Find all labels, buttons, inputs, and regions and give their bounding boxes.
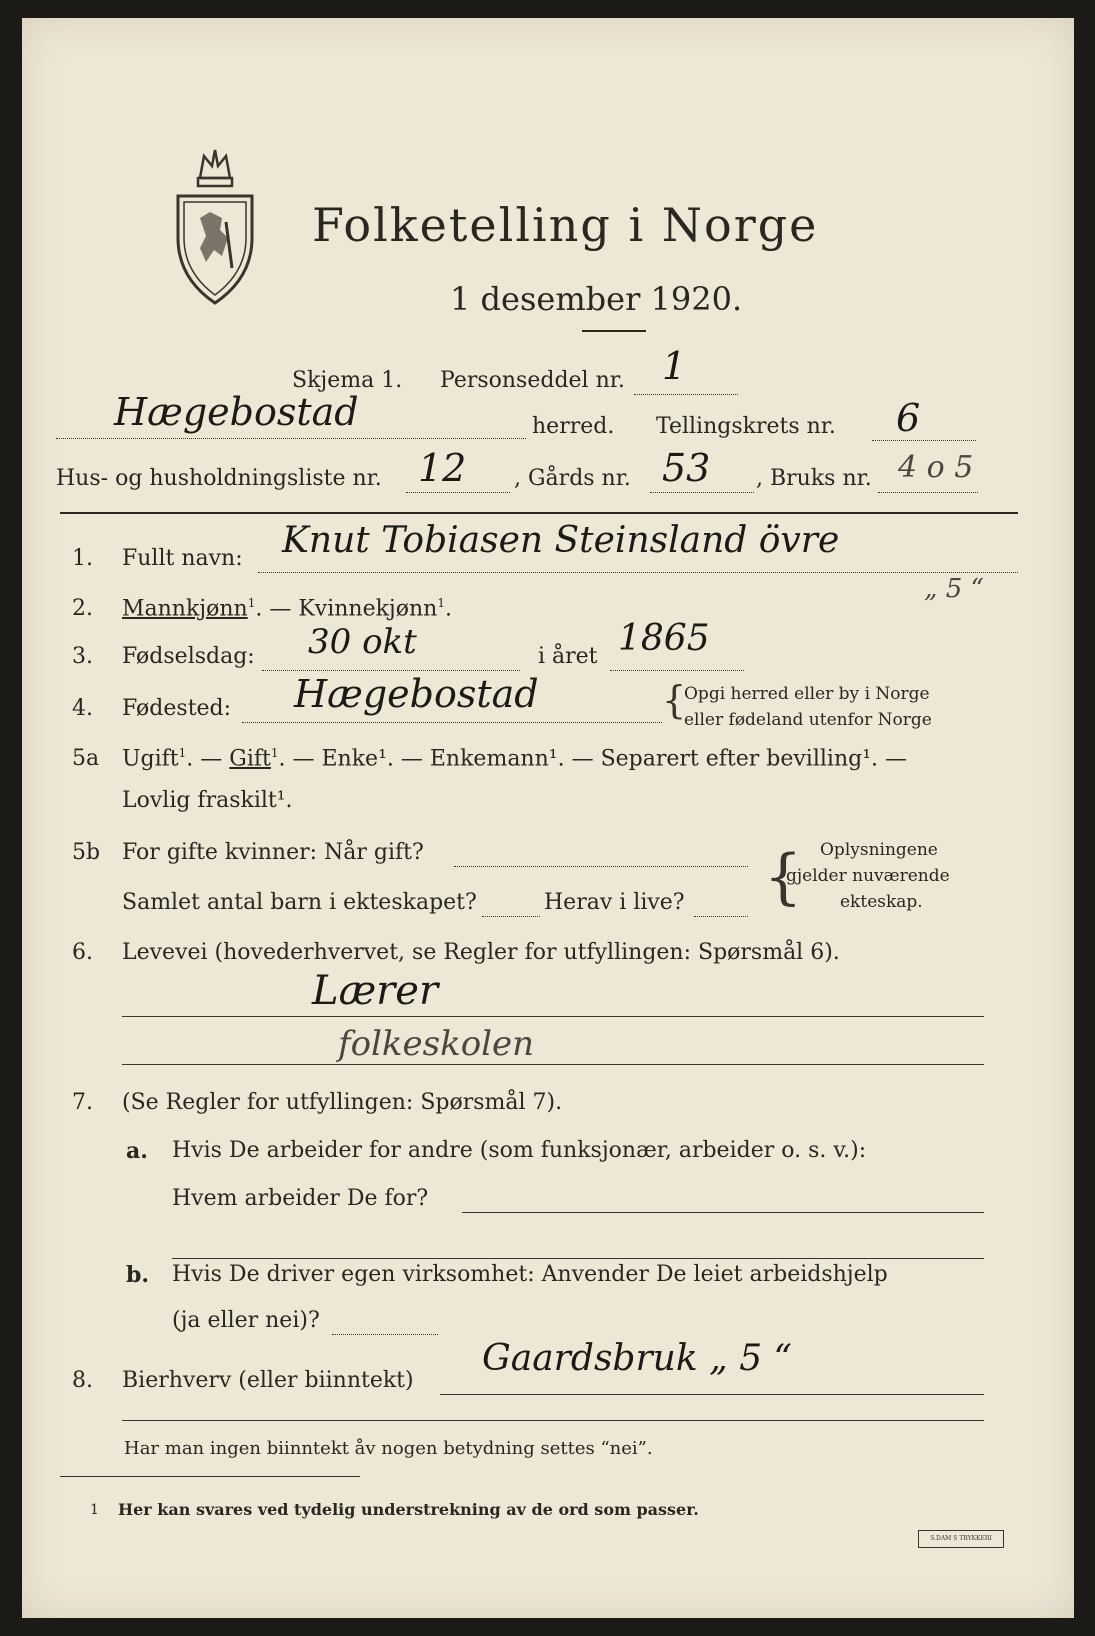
q5a-number: 5a bbox=[72, 746, 100, 771]
children-total-line[interactable] bbox=[482, 916, 540, 917]
husliste-line bbox=[406, 492, 510, 493]
marriage-note-line1: Oplysningene bbox=[820, 840, 938, 860]
census-form-sheet bbox=[22, 18, 1074, 1618]
title-divider bbox=[582, 330, 646, 332]
birthplace-value[interactable]: Hægebostad bbox=[294, 672, 539, 716]
gards-label: , Gårds nr. bbox=[514, 466, 631, 491]
side-income-line2 bbox=[122, 1420, 984, 1421]
q7b-letter: b. bbox=[126, 1262, 150, 1288]
gender-options bbox=[122, 596, 452, 621]
coat-of-arms-icon bbox=[170, 138, 260, 308]
marital-ugift-option[interactable]: Ugift bbox=[122, 746, 179, 772]
personseddel-label: Personseddel nr. bbox=[440, 368, 625, 393]
marriage-note-line3: ekteskap. bbox=[840, 892, 923, 912]
header-divider bbox=[60, 512, 1018, 514]
occupation-value2[interactable]: folkeskolen bbox=[338, 1024, 535, 1064]
birth-year-value[interactable]: 1865 bbox=[618, 618, 710, 659]
gender-female-footnote-mark: 1 bbox=[437, 596, 445, 610]
q1-number: 1. bbox=[72, 546, 93, 571]
marital-other-options[interactable]: . — Enke¹. — Enkemann¹. — Separert efter bevilling¹. — bbox=[278, 746, 908, 772]
side-income-label: Bierhverv (eller biinntekt) bbox=[122, 1368, 414, 1393]
tellingskrets-label: Tellingskrets nr. bbox=[656, 414, 836, 439]
q7-label: (Se Regler for utfyllingen: Spørsmål 7). bbox=[122, 1090, 563, 1115]
q4-number: 4. bbox=[72, 696, 93, 721]
herred-line bbox=[56, 438, 526, 439]
children-alive-line[interactable] bbox=[694, 916, 748, 917]
gender-end-punct: . bbox=[444, 596, 452, 622]
bruks-value[interactable]: 4 o 5 bbox=[898, 450, 974, 485]
form-title: Folketelling i Norge bbox=[312, 198, 819, 252]
marriage-date-line[interactable] bbox=[454, 866, 748, 867]
q7-number: 7. bbox=[72, 1090, 93, 1115]
q3-number: 3. bbox=[72, 644, 93, 669]
gender-male-footnote-mark: 1 bbox=[247, 596, 256, 610]
q7a-letter: a. bbox=[126, 1138, 148, 1164]
herred-label: herred. bbox=[532, 414, 615, 439]
birthplace-note-line2: eller fødeland utenfor Norge bbox=[684, 710, 932, 730]
birth-year-line bbox=[610, 670, 744, 671]
q7b-label: Hvis De driver egen virksomhet: Anvender De leiet arbeidshjelp bbox=[172, 1262, 888, 1287]
q8-number: 8. bbox=[72, 1368, 93, 1393]
gender-female-option[interactable]: Kvinnekjønn bbox=[298, 596, 438, 622]
printer-stamp: S.DAM S TRYKKERI bbox=[918, 1530, 1004, 1548]
children-alive-label: Herav i live? bbox=[544, 890, 685, 915]
full-name-label: Fullt navn: bbox=[122, 546, 243, 571]
birthplace-note-line1: Opgi herred eller by i Norge bbox=[684, 684, 930, 704]
footnote-divider bbox=[60, 1476, 360, 1477]
gender-male-option[interactable]: Mannkjønn bbox=[122, 596, 248, 622]
marital-status-options: Ugift$^1$. — Gift$^1$. — Enke¹. — Enkemann¹. — Separert efter bevilling¹. — bbox=[122, 746, 908, 772]
side-income-value[interactable]: Gaardsbruk „ 5 “ bbox=[482, 1338, 792, 1379]
husliste-value[interactable]: 12 bbox=[418, 446, 467, 490]
birthplace-label: Fødested: bbox=[122, 696, 232, 721]
birthday-value[interactable]: 30 okt bbox=[308, 622, 417, 662]
birthday-label: Fødselsdag: bbox=[122, 644, 255, 669]
employer-line[interactable] bbox=[462, 1212, 984, 1213]
occupation-line2 bbox=[122, 1064, 984, 1065]
gender-separator: . — bbox=[255, 596, 299, 622]
birthplace-note-brace: { bbox=[662, 678, 687, 722]
full-name-mark: „ 5 “ bbox=[924, 574, 984, 604]
husliste-label: Hus- og husholdningsliste nr. bbox=[56, 466, 382, 491]
marital-gift-option[interactable]: Gift bbox=[229, 746, 271, 772]
q7a-label: Hvis De arbeider for andre (som funksjonær, arbeider o. s. v.): bbox=[172, 1138, 867, 1163]
hired-help-label: (ja eller nei)? bbox=[172, 1308, 320, 1333]
q6-number: 6. bbox=[72, 940, 93, 965]
personseddel-line bbox=[634, 394, 738, 395]
personseddel-value[interactable]: 1 bbox=[662, 344, 687, 388]
children-total-label: Samlet antal barn i ekteskapet? bbox=[122, 890, 477, 915]
footnote-text: Her kan svares ved tydelig understrekning av de ord som passer. bbox=[118, 1500, 699, 1519]
herred-value[interactable]: Hægebostad bbox=[114, 390, 359, 434]
occupation-value[interactable]: Lærer bbox=[312, 968, 439, 1014]
tellingskrets-value[interactable]: 6 bbox=[896, 396, 921, 440]
footer-note: Har man ingen biinntekt åv nogen betydning settes “nei”. bbox=[124, 1438, 653, 1459]
census-date: 1 desember 1920. bbox=[450, 280, 743, 318]
marriage-date-label: For gifte kvinner: Når gift? bbox=[122, 840, 424, 865]
marital-divorced-option[interactable]: Lovlig fraskilt¹. bbox=[122, 788, 293, 813]
employer-label: Hvem arbeider De for? bbox=[172, 1186, 429, 1211]
full-name-line bbox=[258, 572, 1018, 573]
gards-line bbox=[650, 492, 754, 493]
birthday-line bbox=[262, 670, 520, 671]
marriage-note-line2: gjelder nuværende bbox=[786, 866, 950, 886]
hired-help-line[interactable] bbox=[332, 1334, 438, 1335]
q5b-number: 5b bbox=[72, 840, 101, 865]
gards-value[interactable]: 53 bbox=[662, 446, 711, 490]
occupation-line1 bbox=[122, 1016, 984, 1017]
occupation-label: Levevei (hovederhvervet, se Regler for utfyllingen: Spørsmål 6). bbox=[122, 940, 840, 965]
footnote-number: 1 bbox=[90, 1502, 99, 1518]
birthplace-line bbox=[242, 722, 662, 723]
schema-label: Skjema 1. bbox=[292, 368, 403, 393]
full-name-value[interactable]: Knut Tobiasen Steinsland övre bbox=[282, 520, 840, 561]
tellingskrets-line bbox=[872, 440, 976, 441]
marriage-note-brace: { bbox=[764, 842, 803, 912]
bruks-line bbox=[878, 492, 978, 493]
q2-number: 2. bbox=[72, 596, 93, 621]
birth-year-label: i året bbox=[538, 644, 598, 669]
employer-line2[interactable] bbox=[172, 1258, 984, 1259]
bruks-label: , Bruks nr. bbox=[756, 466, 872, 491]
side-income-line bbox=[440, 1394, 984, 1395]
